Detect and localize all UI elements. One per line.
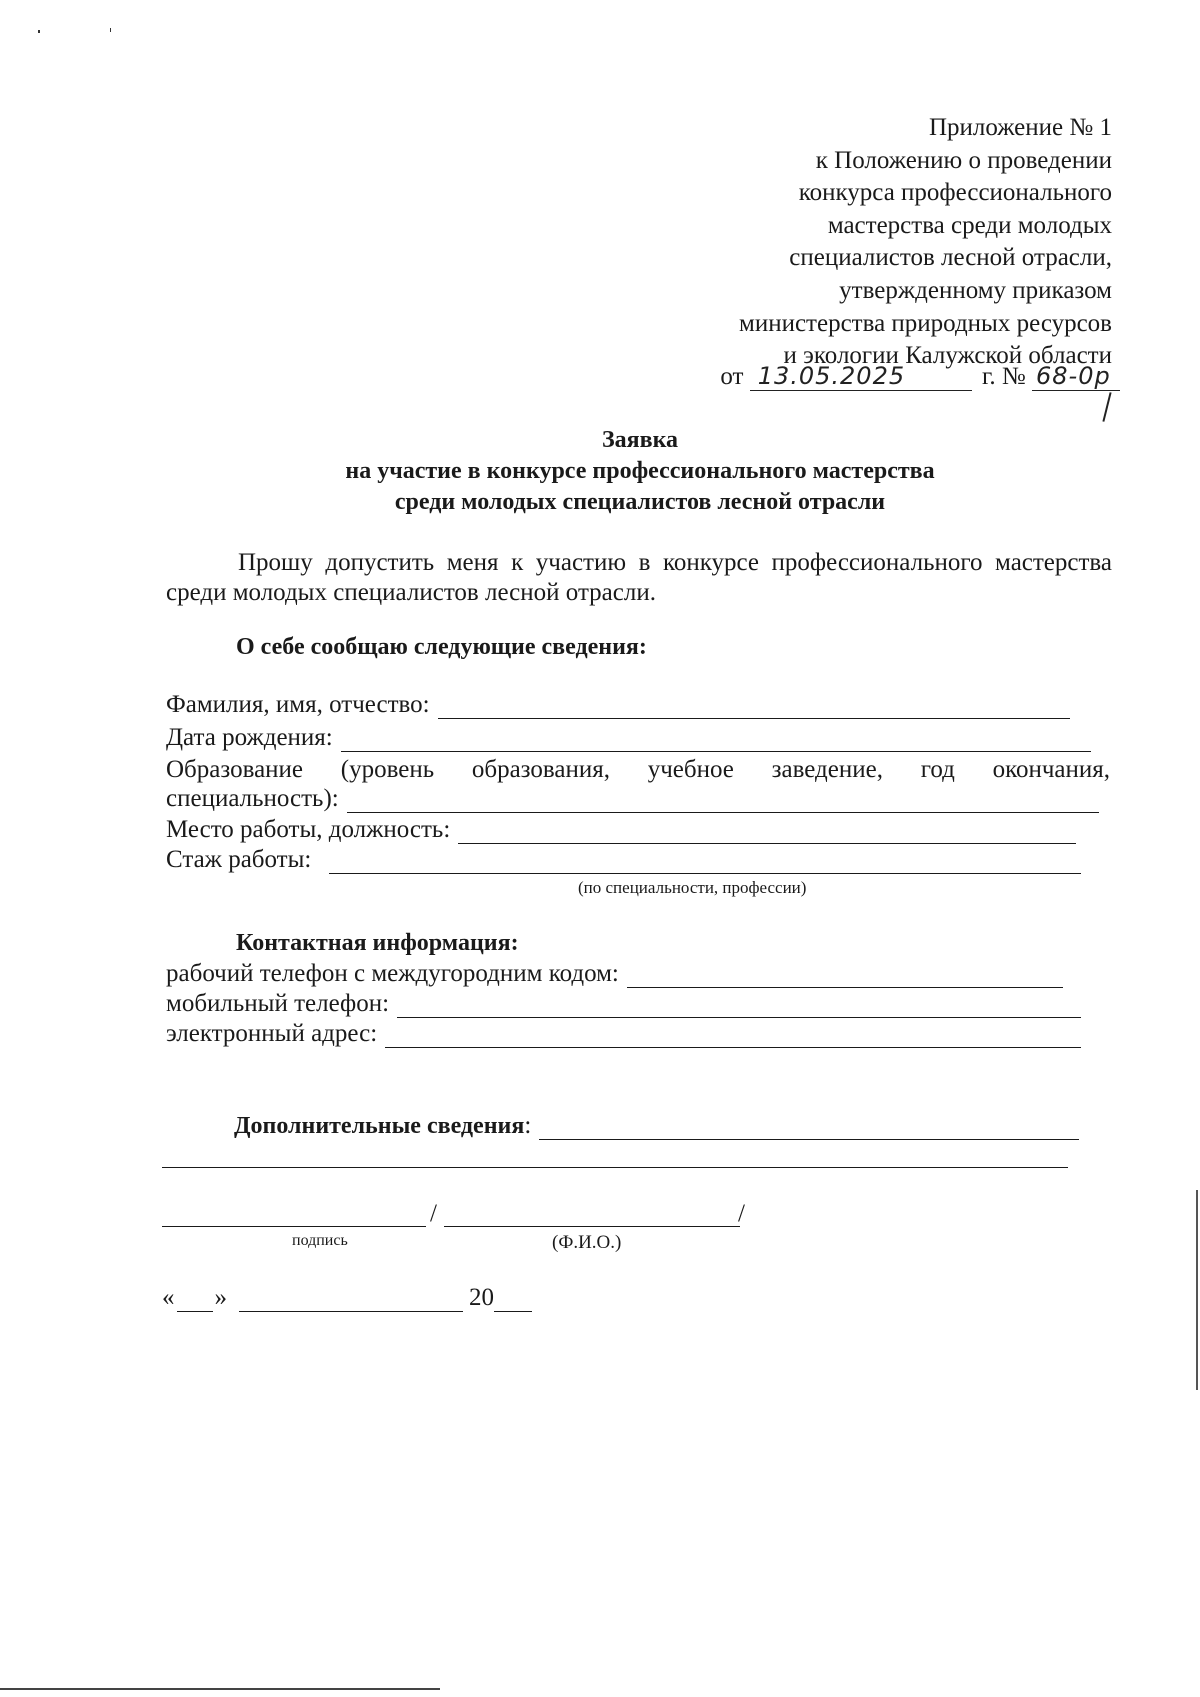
experience-note: (по специальности, профессии) bbox=[578, 878, 807, 897]
email-input-line[interactable] bbox=[385, 1025, 1081, 1048]
education-field-row bbox=[166, 785, 1099, 813]
appendix-line: специалистов лесной отрасли, bbox=[789, 244, 1112, 272]
experience-label: Стаж работы: bbox=[166, 846, 312, 873]
day-input-line[interactable] bbox=[177, 1289, 213, 1312]
appendix-line: министерства природных ресурсов bbox=[739, 309, 1112, 337]
education-word: образования, bbox=[471, 756, 610, 783]
additional-row bbox=[234, 1112, 1079, 1140]
signature-input-line[interactable] bbox=[162, 1226, 426, 1227]
close-quote: » bbox=[214, 1284, 227, 1311]
mobile-row bbox=[166, 990, 1081, 1018]
work-phone-label: рабочий телефон с междугородним кодом: bbox=[166, 960, 619, 987]
fio-label: Фамилия, имя, отчество: bbox=[166, 691, 430, 718]
signature-label: подпись bbox=[292, 1232, 348, 1249]
order-number-handwritten: 68-0р bbox=[1032, 362, 1120, 391]
education-word: Образование bbox=[166, 756, 304, 783]
appendix-block bbox=[739, 112, 1112, 373]
title-line: среди молодых специалистов лесной отрасли bbox=[394, 489, 886, 515]
appendix-line: к Положению о проведении bbox=[815, 146, 1112, 174]
scan-speck bbox=[38, 30, 40, 33]
date-footer-row bbox=[162, 1284, 532, 1312]
experience-input-line[interactable] bbox=[329, 851, 1081, 874]
scan-bottom-line bbox=[0, 1688, 440, 1690]
additional-heading: Дополнительные сведения bbox=[234, 1113, 525, 1139]
fio-signature-input-line[interactable] bbox=[444, 1226, 740, 1227]
signature-slash: / bbox=[430, 1200, 437, 1227]
additional-colon: : bbox=[524, 1112, 532, 1139]
handwritten-stroke bbox=[1102, 392, 1111, 422]
month-input-line[interactable] bbox=[239, 1289, 463, 1312]
education-label: специальность): bbox=[166, 785, 339, 812]
education-label-line bbox=[166, 756, 1110, 784]
additional-input-line[interactable] bbox=[539, 1117, 1079, 1140]
education-word: (уровень bbox=[340, 756, 435, 783]
year-prefix: 20 bbox=[469, 1284, 494, 1311]
work-phone-row bbox=[166, 960, 1063, 988]
appendix-line: и экологии Калужской области bbox=[783, 342, 1112, 370]
education-word: заведение, bbox=[771, 756, 883, 783]
title-line: на участие в конкурсе профессионального мастерства bbox=[345, 458, 935, 484]
about-heading: О себе сообщаю следующие сведения: bbox=[236, 634, 647, 660]
mobile-input-line[interactable] bbox=[397, 995, 1081, 1018]
appendix-line: утвержденному приказом bbox=[839, 276, 1112, 304]
date-prefix: от bbox=[720, 363, 744, 390]
year-input-line[interactable] bbox=[494, 1289, 532, 1312]
experience-field-row bbox=[166, 846, 1081, 874]
education-word: окончания, bbox=[992, 756, 1110, 783]
work-input-line[interactable] bbox=[458, 821, 1076, 844]
additional-input-line-2[interactable] bbox=[162, 1167, 1068, 1168]
order-number-label: г. № bbox=[981, 363, 1026, 390]
email-label: электронный адрес: bbox=[166, 1020, 378, 1047]
birth-label: Дата рождения: bbox=[166, 724, 333, 751]
scan-speck bbox=[110, 28, 111, 32]
work-label: Место работы, должность: bbox=[166, 816, 451, 843]
application-title bbox=[0, 425, 1200, 518]
education-word: учебное bbox=[647, 756, 734, 783]
work-field-row bbox=[166, 816, 1076, 844]
appendix-line: конкурса профессионального bbox=[798, 179, 1112, 207]
fio-input-line[interactable] bbox=[438, 696, 1070, 719]
order-date-handwritten: 13.05.2025 bbox=[750, 362, 972, 391]
appendix-line: Приложение № 1 bbox=[928, 114, 1112, 141]
birth-field-row bbox=[166, 724, 1091, 752]
order-date-line bbox=[720, 362, 1120, 396]
fio-field-row bbox=[166, 691, 1070, 719]
signature-slash: / bbox=[738, 1200, 745, 1227]
email-row bbox=[166, 1020, 1081, 1048]
birth-input-line[interactable] bbox=[341, 729, 1091, 752]
fio-label-under: (Ф.И.О.) bbox=[552, 1232, 622, 1253]
scan-edge-mark bbox=[1196, 1190, 1198, 1390]
intro-paragraph: Прошу допустить меня к участию в конкурсе профессионального мастерства среди молодых специалистов лесной отрасли. bbox=[166, 549, 1112, 606]
open-quote: « bbox=[162, 1284, 175, 1311]
title-line: Заявка bbox=[601, 427, 679, 453]
education-word: год bbox=[920, 756, 955, 783]
work-phone-input-line[interactable] bbox=[627, 965, 1063, 988]
contacts-heading: Контактная информация: bbox=[236, 930, 519, 956]
education-input-line[interactable] bbox=[347, 790, 1099, 813]
appendix-line: мастерства среди молодых bbox=[827, 211, 1112, 239]
mobile-label: мобильный телефон: bbox=[166, 990, 390, 1017]
